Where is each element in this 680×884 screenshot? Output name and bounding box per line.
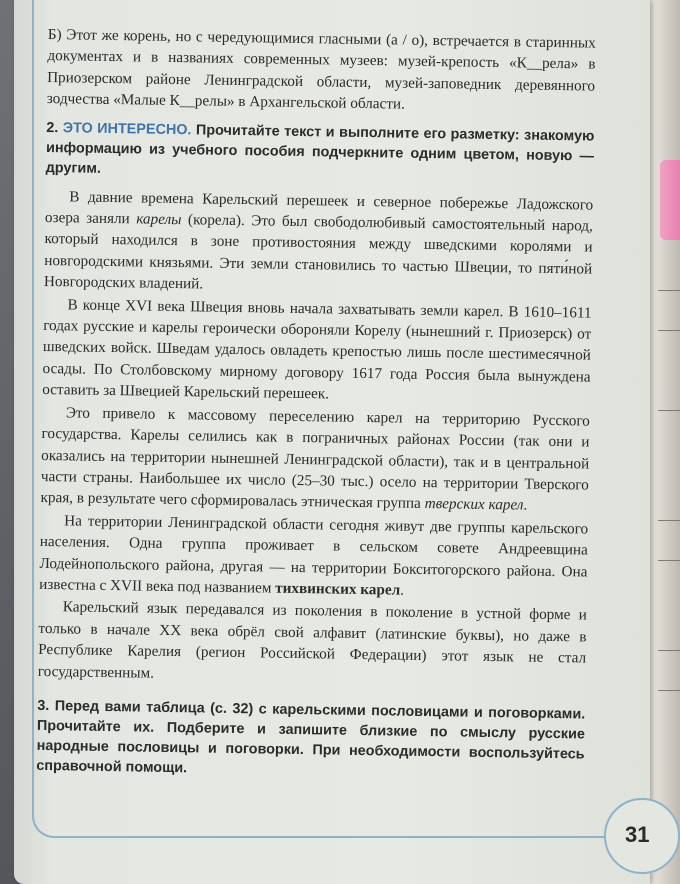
paragraph-2: В конце XVI века Швеция вновь начала захватывать земли карел. В 1610–1611 годах русские и карелы героически обороняли Корелу (нынешний г. Приозерск) от шведских войск. Шведам удалось овладеть крепостью лишь после шестимесячной осады. По Столбовскому мирному договору 1617 года Россия была вынуждена оставить за Швецией Карельский перешеек.: [42, 295, 592, 403]
task-2-text: Прочитайте текст и выполните его разметку: знакомую информацию из учебного пособия подчеркните одним цветом, новую — другим.: [45, 121, 595, 177]
task-3-text: Перед вами таблица (с. 32) с карельскими пословицами и поговорками. Прочитайте их. Подберите и запишите близкие по смыслу русские народные пословицы и поговорки. При необходимости воспользуйтесь справочной помощи.: [36, 698, 586, 777]
task-2-number: 2.: [46, 119, 59, 136]
paragraph-4-part-a: На территории Ленинградской области сегодня живут две группы карельского населения. Одна группа проживает в сельском совете Андреевщина Лодейнопольского района, другая — на территории Бокситогорского района. Она известна с XVII века под названием: [39, 512, 589, 597]
section-b-text-2: рела» в Приозерском районе Ленинградской области, музей-заповедник деревянного зодчества «Малые К: [46, 55, 596, 110]
blank-2[interactable]: __: [179, 92, 196, 110]
page-content: [36, 24, 596, 792]
paragraph-4: [39, 510, 588, 604]
paragraph-5: Карельский язык передавался из поколения в поколение в устной форме и только в начале XX века обрёл свой алфавит (латинские буквы), но даже в Республике Карелия (регион Российской Федерации) этот язык не стал государственным.: [37, 598, 587, 682]
task-2-instruction: [46, 118, 595, 187]
section-b-text-3: релы» в Архангельской области.: [194, 92, 405, 113]
paragraph-1-part-a: В давние времена Карельский перешеек и северное побережье Ладожского озера заняли: [44, 187, 594, 228]
paragraph-3-part-b: .: [523, 496, 528, 514]
section-b-text-1: Б) Этот же корень, но с чередующимися гласными (а / о), встречается в старинных документах и в названиях современных музеев: музей-крепость «К: [47, 25, 596, 72]
task-3-instruction: [36, 696, 585, 785]
paragraph-1: [44, 186, 594, 302]
section-b-paragraph: [47, 24, 596, 118]
page-number: 31: [625, 822, 650, 847]
paragraph-4-part-b: .: [400, 581, 405, 599]
paragraph-3-emphasis: тверских карел: [424, 495, 524, 514]
task-3-number: 3.: [37, 697, 50, 715]
paragraph-1-emphasis: карелы: [136, 210, 182, 229]
paragraph-3-part-a: Это привело к массовому переселению карел на территорию Русского государства. Карелы селились как в пограничных районах России (так они и оказались на территории нынешней Ленинградской области), так и в центральной части страны. Наибольшее их число (25–30 тыс.) осело на территории Тверского края, в результате чего сформировалась этническая группа: [40, 404, 590, 513]
bookmark-sticker: [660, 160, 680, 240]
paragraph-4-bold: тихвинских карел: [275, 579, 401, 599]
paragraph-3: [40, 402, 590, 518]
task-2-highlight: ЭТО ИНТЕРЕСНО.: [62, 119, 192, 138]
blank-1[interactable]: __: [526, 54, 543, 73]
paragraph-1-part-b: (корела). Это был свободолюбивый самостоятельный народ, который находился в зоне противостояния между шведскими королями и новгородскими князьями. Эти земли становились то частью Швеции, то пяти́ной Новгородских владений.: [43, 211, 594, 293]
